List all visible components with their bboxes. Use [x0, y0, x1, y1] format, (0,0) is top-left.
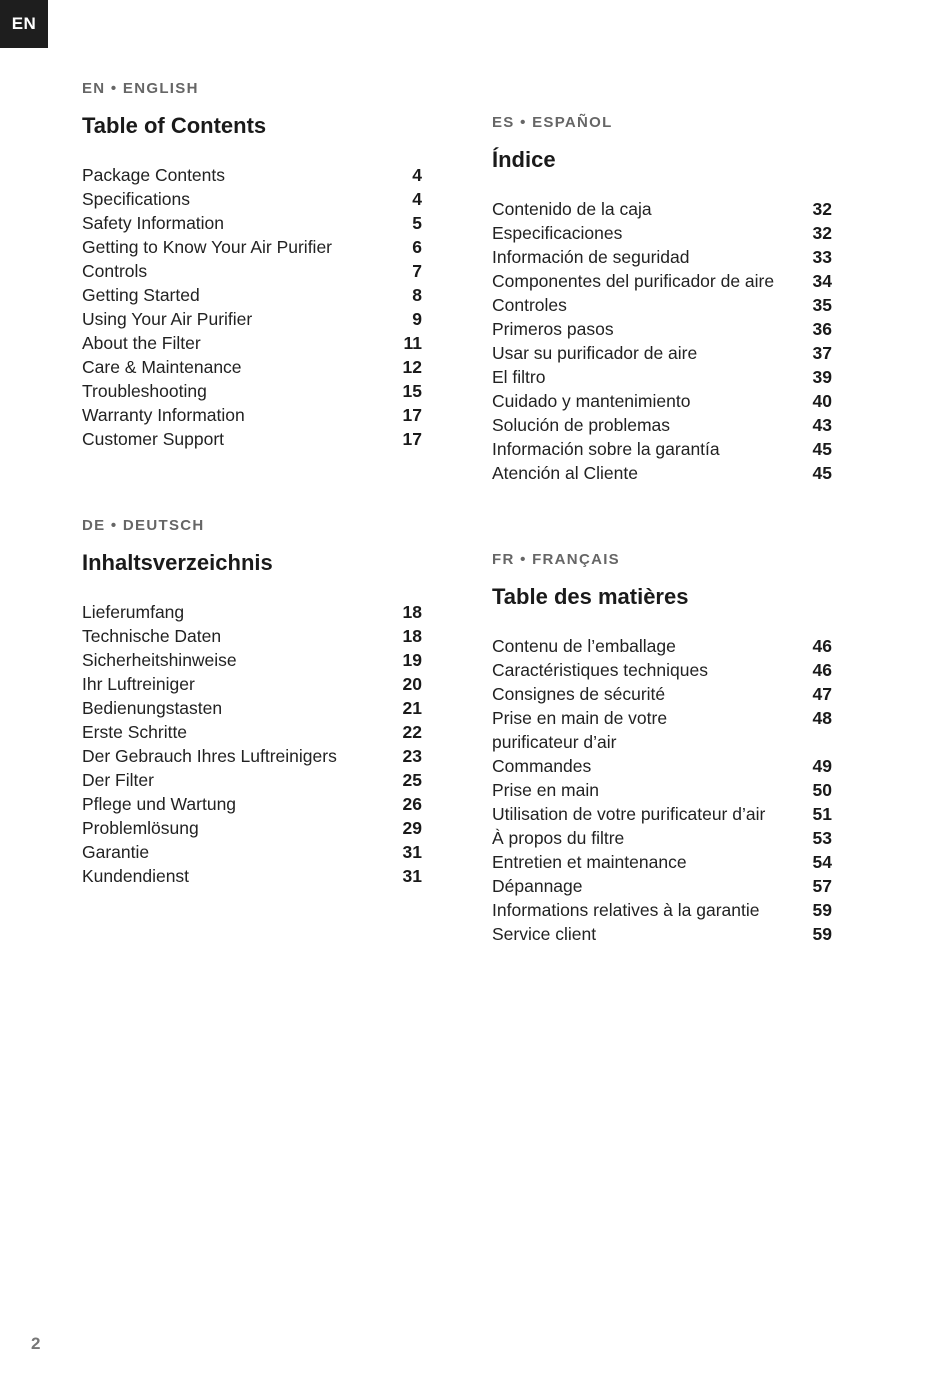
toc-entry[interactable] — [82, 648, 422, 672]
toc-entry[interactable] — [492, 221, 832, 245]
toc-entry[interactable] — [82, 816, 422, 840]
toc-entry-label: Service client — [492, 924, 597, 944]
toc-entry-page: 6 — [412, 237, 422, 257]
toc-entry-label: Primeros pasos — [492, 319, 614, 339]
toc-entry-page: 35 — [812, 295, 832, 315]
toc-entry[interactable] — [492, 754, 832, 778]
toc-entry-page: 32 — [812, 223, 832, 243]
toc-entry-label: Package Contents — [82, 165, 226, 185]
toc-entry-page: 47 — [812, 684, 832, 704]
toc-entry-label: Using Your Air Purifier — [82, 309, 253, 329]
toc-entry-label: El filtro — [492, 367, 546, 387]
toc-entry-page: 39 — [812, 367, 832, 387]
toc-section-de — [82, 516, 422, 888]
toc-entry-page: 46 — [812, 660, 832, 680]
section-language-label: EN • ENGLISH — [82, 80, 199, 97]
toc-entry-label: Controles — [492, 295, 567, 315]
toc-entry-page: 29 — [402, 818, 422, 838]
toc-entry[interactable] — [492, 269, 832, 293]
toc-entry-label: Bedienungstasten — [82, 698, 223, 718]
toc-section-fr — [492, 550, 832, 946]
toc-entry-page: 37 — [812, 343, 832, 363]
toc-entry[interactable] — [492, 922, 832, 946]
section-title: Table of Contents — [82, 113, 267, 138]
toc-entry-page: 23 — [402, 746, 422, 766]
toc-entry-page: 17 — [402, 405, 422, 425]
toc-entry[interactable] — [492, 461, 832, 485]
toc-entry[interactable] — [82, 864, 422, 888]
toc-entry-label: Erste Schritte — [82, 722, 188, 742]
toc-entry[interactable] — [492, 437, 832, 461]
toc-entry[interactable] — [492, 413, 832, 437]
toc-entry-page: 31 — [402, 842, 422, 862]
toc-entry-page: 43 — [812, 415, 832, 435]
toc-entry-label: Controls — [82, 261, 148, 281]
toc-entry[interactable] — [82, 840, 422, 864]
toc-entry-page: 45 — [812, 439, 832, 459]
toc-entry[interactable] — [492, 365, 832, 389]
toc-entry[interactable] — [82, 600, 422, 624]
toc-entry[interactable] — [82, 379, 422, 403]
toc-entry-label: Informations relatives à la garantie — [492, 900, 760, 920]
toc-entry-page: 34 — [812, 271, 832, 291]
toc-entry-page: 4 — [412, 165, 422, 185]
toc-entry[interactable] — [492, 658, 832, 682]
toc-entry-label: Usar su purificador de aire — [492, 343, 698, 363]
toc-entry[interactable] — [492, 826, 832, 850]
toc-entry-label: Utilisation de votre purificateur d’air — [492, 804, 766, 824]
toc-entry-page: 46 — [812, 636, 832, 656]
toc-entry-page: 21 — [402, 698, 422, 718]
toc-entry-label: Commandes — [492, 756, 592, 776]
toc-entry[interactable] — [82, 696, 422, 720]
toc-entry-page: 57 — [812, 876, 832, 896]
toc-entry-page: 26 — [402, 794, 422, 814]
section-language-label: DE • DEUTSCH — [82, 517, 205, 534]
toc-entry-label: About the Filter — [82, 333, 201, 353]
toc-list — [492, 634, 832, 946]
toc-entry-page: 51 — [812, 804, 832, 824]
toc-entry-label: Warranty Information — [82, 405, 245, 425]
toc-entry-page: 8 — [412, 285, 422, 305]
toc-list — [82, 163, 422, 451]
toc-entry-page: 18 — [402, 626, 422, 646]
toc-entry[interactable] — [82, 672, 422, 696]
toc-entry[interactable] — [492, 197, 832, 221]
toc-entry-label: Der Filter — [82, 770, 154, 790]
toc-entry[interactable] — [492, 898, 832, 922]
toc-entry-page: 11 — [403, 333, 422, 353]
toc-entry-label: Información de seguridad — [492, 247, 690, 267]
toc-entry-page: 17 — [402, 429, 422, 449]
toc-entry[interactable] — [82, 792, 422, 816]
toc-entry-page: 15 — [402, 381, 422, 401]
toc-entry[interactable] — [492, 778, 832, 802]
toc-entry-label: Care & Maintenance — [82, 357, 242, 377]
toc-entry-page: 59 — [812, 924, 832, 944]
toc-entry-label: Atención al Cliente — [492, 463, 638, 483]
page-number: 2 — [31, 1334, 41, 1353]
toc-entry[interactable] — [82, 235, 422, 259]
toc-entry-label: Especificaciones — [492, 223, 623, 243]
toc-entry-page: 20 — [402, 674, 422, 694]
toc-entry-page: 7 — [412, 261, 422, 281]
toc-entry[interactable] — [492, 802, 832, 826]
toc-entry-label: Consignes de sécurité — [492, 684, 666, 704]
toc-entry-label: Garantie — [82, 842, 150, 862]
toc-entry-label: Problemlösung — [82, 818, 199, 838]
toc-entry[interactable] — [82, 427, 422, 451]
toc-entry[interactable] — [82, 403, 422, 427]
toc-entry-label-continued: purificateur d’air — [492, 732, 617, 752]
toc-entry-label: Ihr Luftreiniger — [82, 674, 195, 694]
toc-entry-label: Safety Information — [82, 213, 225, 233]
toc-entry-page: 49 — [812, 756, 832, 776]
toc-entry-label: Información sobre la garantía — [492, 439, 720, 459]
toc-entry[interactable] — [82, 720, 422, 744]
toc-entry-label-group — [492, 706, 808, 754]
toc-entry[interactable] — [82, 768, 422, 792]
toc-entry[interactable] — [492, 850, 832, 874]
toc-entry-page: 4 — [412, 189, 422, 209]
toc-entry-label: Contenido de la caja — [492, 199, 652, 219]
toc-entry[interactable] — [82, 283, 422, 307]
toc-list — [82, 600, 422, 888]
toc-entry-label: Sicherheitshinweise — [82, 650, 237, 670]
toc-entry[interactable] — [82, 355, 422, 379]
toc-entry-label: Cuidado y mantenimiento — [492, 391, 691, 411]
toc-entry[interactable] — [82, 307, 422, 331]
section-title: Inhaltsverzeichnis — [82, 550, 273, 575]
toc-entry[interactable] — [492, 389, 832, 413]
toc-entry[interactable] — [82, 211, 422, 235]
toc-entry[interactable] — [492, 874, 832, 898]
toc-entry-label: Der Gebrauch Ihres Luftreinigers — [82, 746, 337, 766]
language-tab: EN — [0, 0, 48, 48]
toc-entry-page: 36 — [812, 319, 832, 339]
toc-entry[interactable] — [492, 245, 832, 269]
toc-entry-page: 59 — [812, 900, 832, 920]
toc-entry-page: 33 — [812, 247, 832, 267]
toc-entry-page: 22 — [402, 722, 422, 742]
toc-list — [492, 197, 832, 485]
toc-entry[interactable] — [82, 331, 422, 355]
toc-entry[interactable] — [492, 293, 832, 317]
toc-entry-label: Customer Support — [82, 429, 225, 449]
toc-entry-label: Pflege und Wartung — [82, 794, 237, 814]
toc-entry-label: À propos du filtre — [492, 828, 625, 848]
toc-entry-label: Technische Daten — [82, 626, 222, 646]
section-language-label: ES • ESPAÑOL — [492, 114, 613, 131]
toc-entry-label: Solución de problemas — [492, 415, 671, 435]
toc-entry-label: Prise en main de votre — [492, 708, 668, 728]
toc-entry-label: Entretien et maintenance — [492, 852, 687, 872]
toc-section-es — [492, 113, 832, 485]
toc-entry-page: 12 — [402, 357, 422, 377]
toc-entry-label: Troubleshooting — [82, 381, 207, 401]
toc-entry[interactable] — [492, 341, 832, 365]
toc-entry-page: 53 — [812, 828, 832, 848]
toc-entry-page: 48 — [812, 708, 832, 728]
toc-entry-page: 25 — [402, 770, 422, 790]
toc-entry[interactable] — [82, 163, 422, 187]
toc-entry[interactable] — [492, 706, 832, 754]
toc-entry-page: 50 — [812, 780, 832, 800]
toc-entry-label: Lieferumfang — [82, 602, 185, 622]
toc-entry-page: 18 — [402, 602, 422, 622]
toc-entry-label: Contenu de l’emballage — [492, 636, 676, 656]
section-title: Table des matières — [492, 584, 689, 609]
toc-entry-label: Specifications — [82, 189, 190, 209]
toc-entry-page: 19 — [402, 650, 422, 670]
toc-entry-page: 45 — [812, 463, 832, 483]
toc-entry-label: Dépannage — [492, 876, 583, 896]
toc-entry[interactable] — [82, 744, 422, 768]
toc-entry-label: Getting to Know Your Air Purifier — [82, 237, 332, 257]
toc-entry[interactable] — [492, 317, 832, 341]
toc-entry-label: Getting Started — [82, 285, 200, 305]
section-language-label: FR • FRANÇAIS — [492, 551, 620, 568]
toc-entry-page: 5 — [412, 213, 422, 233]
toc-entry[interactable] — [492, 634, 832, 658]
toc-entry[interactable] — [82, 187, 422, 211]
section-title: Índice — [492, 147, 556, 172]
toc-entry-label: Kundendienst — [82, 866, 190, 886]
toc-entry-page: 32 — [812, 199, 832, 219]
toc-entry-label: Componentes del purificador de aire — [492, 271, 775, 291]
toc-entry-page: 40 — [812, 391, 832, 411]
toc-entry-label: Prise en main — [492, 780, 599, 800]
toc-entry-page: 54 — [812, 852, 832, 872]
toc-entry[interactable] — [492, 682, 832, 706]
toc-entry-page: 9 — [412, 309, 422, 329]
toc-entry-page: 31 — [402, 866, 422, 886]
toc-entry[interactable] — [82, 624, 422, 648]
toc-section-en — [82, 79, 422, 451]
toc-entry[interactable] — [82, 259, 422, 283]
toc-entry-label: Caractéristiques techniques — [492, 660, 708, 680]
